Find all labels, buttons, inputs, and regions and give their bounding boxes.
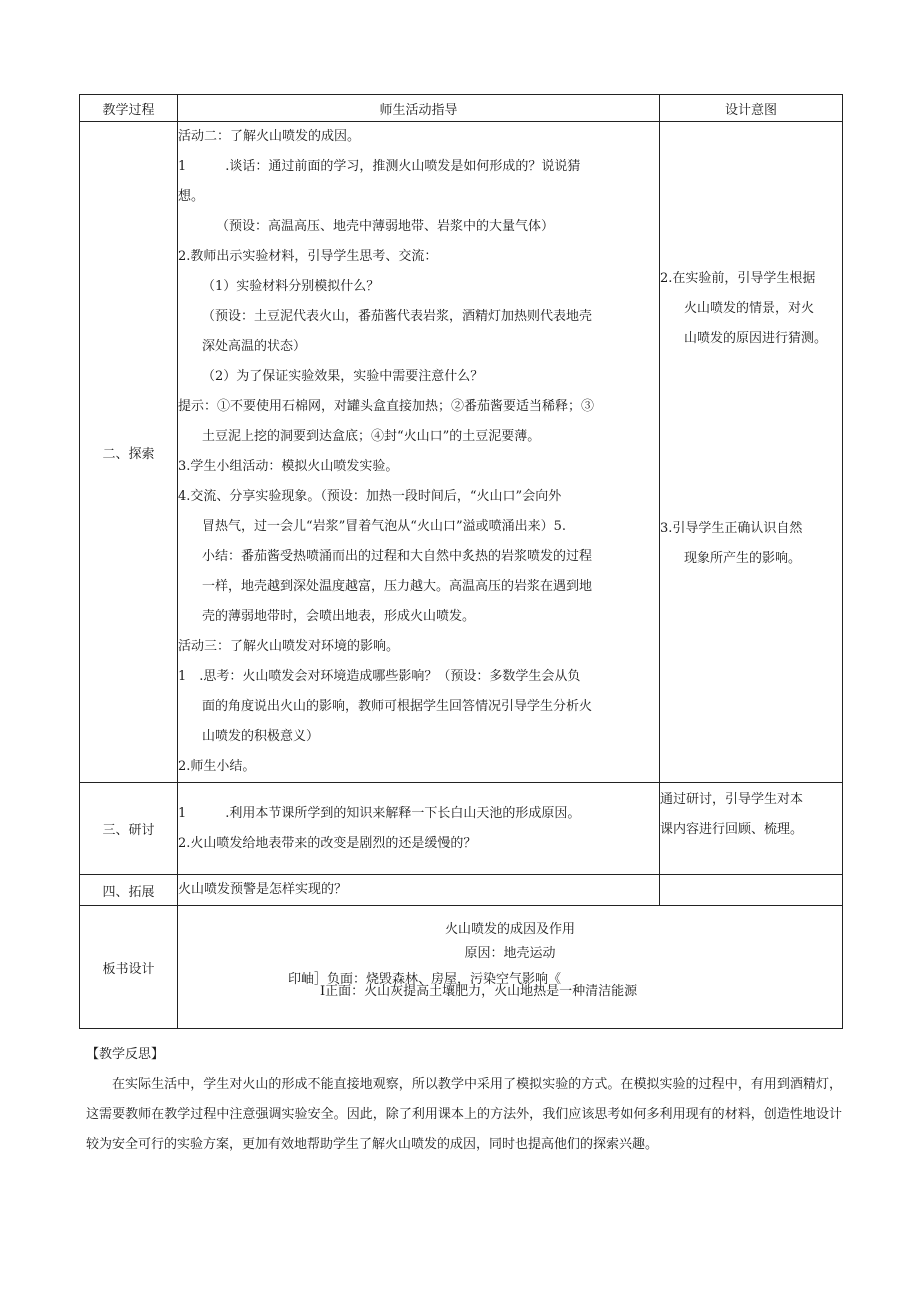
list-item: 深处高温的状态） <box>202 339 307 354</box>
list-item: 4.交流、分享实验现象。（预设：加热一段时间后，“火山口”会向外 <box>178 489 562 504</box>
list-item: 3.学生小组活动：模拟火山喷发实验。 <box>178 459 399 474</box>
discuss-activities <box>178 783 660 875</box>
row-discuss <box>80 783 843 875</box>
list-item: 2.火山喷发给地表带来的改变是剧烈的还是缓慢的？ <box>178 835 477 851</box>
stage-discuss: 三、研讨 <box>80 783 178 875</box>
list-item: 壳的薄弱地带时，会喷出地表，形成火山喷发。 <box>202 609 476 624</box>
list-item: 山喷发的积极意义） <box>202 729 320 744</box>
stage-extend: 四、拓展 <box>80 875 178 906</box>
list-item: 2.师生小结。 <box>178 759 256 774</box>
header-activity: 师生活动指导 <box>178 95 660 122</box>
table-header-row <box>80 95 843 122</box>
stage-board: 板书设计 <box>80 906 178 1029</box>
header-process: 教学过程 <box>80 95 178 122</box>
list-item: 1 .利用本节课所学到的知识来解释一下长白山天池的形成原因。 <box>178 805 581 821</box>
list-item: 面的角度说出火山的影响，教师可根据学生回答情况引导学生分析火 <box>202 699 593 714</box>
list-item: 提示：①不要使用石棉网，对罐头盒直接加热；②番茄酱要适当稀释；③ <box>178 399 595 414</box>
reflection-heading: 【教学反思】 <box>86 1047 165 1062</box>
row-extend <box>80 875 843 906</box>
list-item: （2）为了保证实验效果，实验中需要注意什么？ <box>202 369 484 384</box>
list-item: （预设：高温高压、地壳中薄弱地带、岩浆中的大量气体） <box>216 219 555 234</box>
list-item: 活动三：了解火山喷发对环境的影响。 <box>178 639 400 654</box>
list-item: （预设：土豆泥代表火山，番茄酱代表岩浆，酒精灯加热则代表地壳 <box>202 309 593 324</box>
board-title: 火山喷发的成因及作用 <box>444 922 575 937</box>
list-item: 想。 <box>178 189 205 204</box>
list-item: 活动二：了解火山喷发的成因。 <box>178 129 361 144</box>
board-design <box>178 906 843 1029</box>
intent-line: 现象所产生的影响。 <box>684 551 802 566</box>
header-intent: 设计意图 <box>660 95 843 122</box>
board-negative: 印岫］负面：烧毁森林、房屋，污染空气影响《 <box>288 972 562 987</box>
teaching-reflection <box>86 1044 842 1160</box>
list-item: 1 .谈话：通过前面的学习，推测火山喷发是如何形成的？说说猜 <box>178 159 581 174</box>
row-explore <box>80 122 843 783</box>
lesson-plan-table <box>79 94 843 1029</box>
discuss-intent <box>660 783 843 875</box>
extend-activity <box>178 875 660 906</box>
list-item: 2.教师出示实验材料，引导学生思考、交流： <box>178 249 438 264</box>
intent-line: 2.在实验前，引导学生根据 <box>660 271 816 286</box>
intent-line: 通过研讨，引导学生对本 <box>660 792 804 807</box>
intent-line: 火山喷发的情景，对火 <box>684 301 815 316</box>
list-item: 小结：番茄酱受热喷涌而出的过程和大自然中炙热的岩浆喷发的过程 <box>202 549 593 564</box>
explore-intent <box>660 122 843 783</box>
row-board <box>80 906 843 1029</box>
board-cause: 原因：地壳运动 <box>464 946 556 961</box>
intent-line: 3.引导学生正确认识自然 <box>660 521 803 536</box>
reflection-text: 在实际生活中，学生对火山的形成不能直接地观察，所以教学中采用了模拟实验的方式。在模拟实验的过程中，有用到酒精灯，这需要教师在教学过程中注意强调实验安全。因此，除了利用课本上的方法外，我们应该思考如何多利用现有的材料，创造性地设计较为安全可行的实验方案，更加有效地帮助学生了解火山喷发的成因，同时也提高他们的探索兴趣。 <box>86 1077 842 1152</box>
list-item: 土豆泥上挖的洞要到达盒底；④封“火山口”的土豆泥要薄。 <box>202 429 541 444</box>
list-item: （1）实验材料分别模拟什么？ <box>202 279 380 294</box>
explore-activities <box>178 122 660 783</box>
list-item: 一样，地壳越到深处温度越富，压力越大。高温高压的岩浆在遇到地 <box>202 579 593 594</box>
list-item: 冒热气，过一会儿“岩浆”冒着气泡从“火山口”溢或喷涌出来）5. <box>202 519 566 534</box>
extend-intent <box>660 875 843 906</box>
intent-line: 课内容进行回顾、梳理。 <box>660 822 804 837</box>
intent-line: 山喷发的原因进行猜测。 <box>684 331 828 346</box>
list-item: 火山喷发预警是怎样实现的？ <box>178 882 348 897</box>
stage-explore: 二、探索 <box>80 122 178 783</box>
list-item: 1 .思考：火山喷发会对环境造成哪些影响？（预设：多数学生会从负 <box>178 669 581 684</box>
board-positive: I正面：火山灰提高土壤肥力，火山地热是一种清洁能源 <box>320 984 638 999</box>
